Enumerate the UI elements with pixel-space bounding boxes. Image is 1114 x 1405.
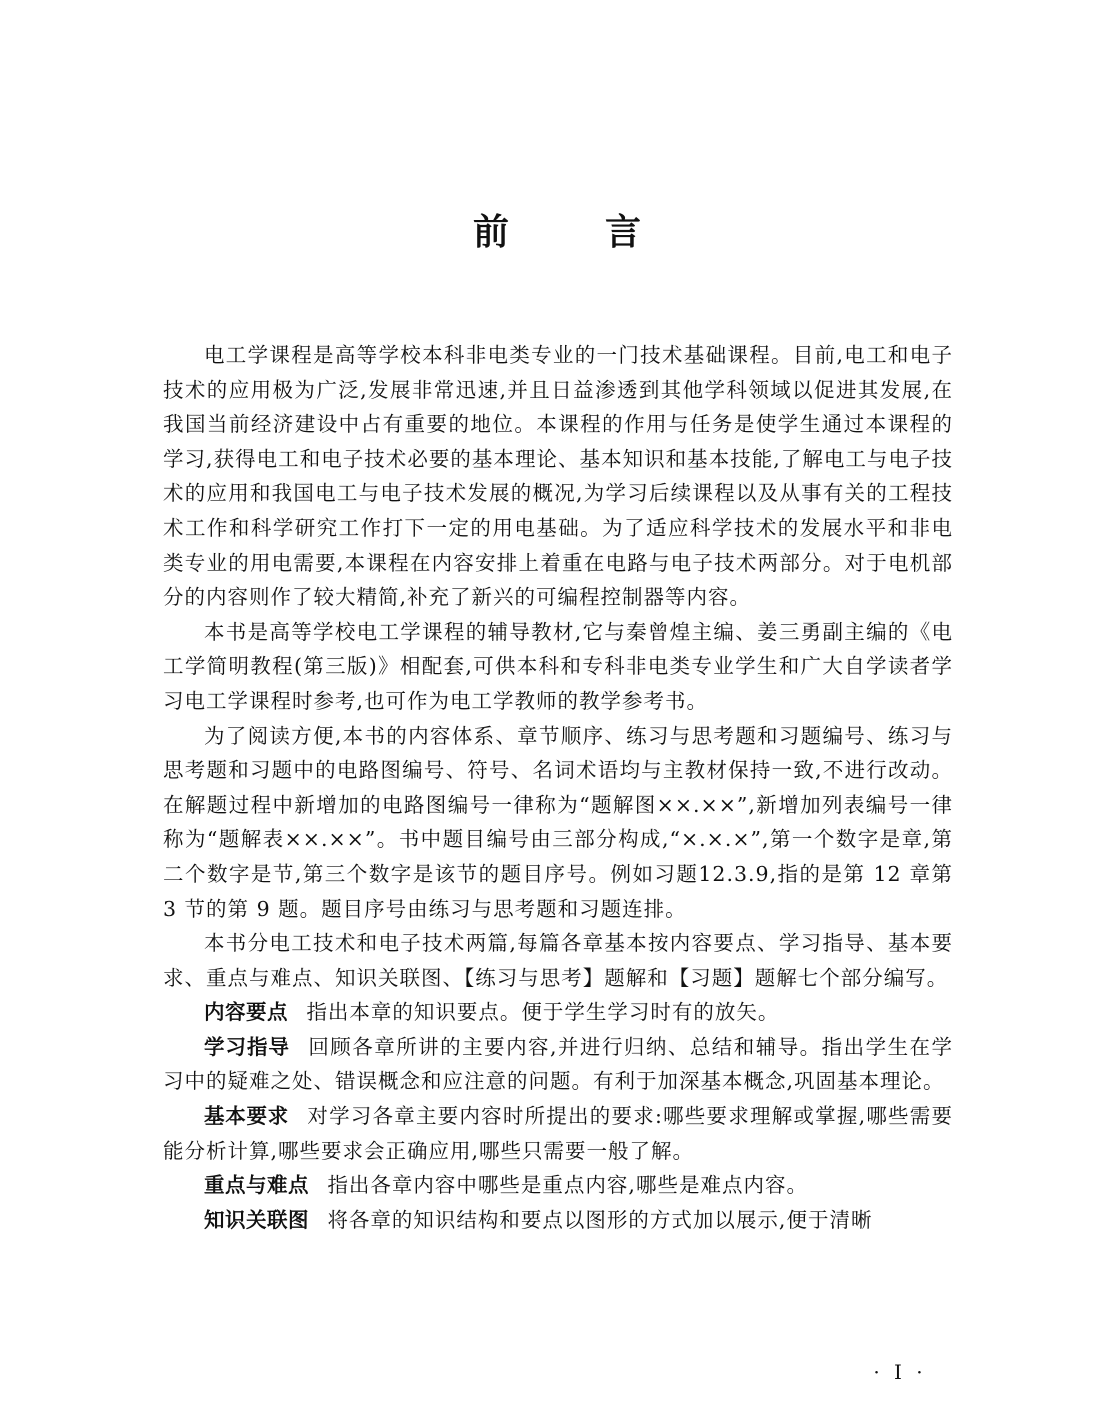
term-definition bbox=[163, 1168, 953, 1203]
term-definition bbox=[163, 1099, 953, 1168]
paragraph: 为了阅读方便,本书的内容体系、章节顺序、练习与思考题和习题编号、练习与思考题和习题中的电路图编号、符号、名词术语均与主教材保持一致,不进行改动。在解题过程中新增加的电路图编号一律称为“题解图××.××”,新增加列表编号一律称为“题解表××.××”。书中题目编号由三部分构成,“×.×.×”,第一个数字是章,第二个数字是节,第三个数字是该节的题目序号。例如习题12.3.9,指的是第 12 章第 3 节的第 9 题。题目序号由练习与思考题和习题连排。 bbox=[163, 723, 953, 921]
page-title: 前言 bbox=[472, 212, 737, 253]
term-label: 基本要求 bbox=[204, 1104, 289, 1129]
term-label: 知识关联图 bbox=[204, 1207, 309, 1232]
term-text: 指出各章内容中哪些是重点内容,哪些是难点内容。 bbox=[327, 1173, 808, 1198]
term-definition bbox=[163, 1203, 953, 1238]
paragraph: 本书是高等学校电工学课程的辅导教材,它与秦曾煌主编、姜三勇副主编的《电工学简明教程(第三版)》相配套,可供本科和专科非电类专业学生和广大自学读者学习电工学课程时参考,也可作为电工学教师的教学参考书。 bbox=[163, 619, 953, 713]
term-label: 重点与难点 bbox=[204, 1173, 309, 1198]
term-text: 对学习各章主要内容时所提出的要求:哪些要求理解或掌握,哪些需要能分析计算,哪些要求会正确应用,哪些只需要一般了解。 bbox=[163, 1104, 954, 1163]
term-definition bbox=[163, 995, 953, 1030]
term-label: 学习指导 bbox=[204, 1034, 290, 1059]
preface-body bbox=[163, 338, 953, 1237]
term-text: 指出本章的知识要点。便于学生学习时有的放矢。 bbox=[306, 1000, 780, 1025]
page-number: · I · bbox=[873, 1360, 927, 1384]
term-text: 将各章的知识结构和要点以图形的方式加以展示,便于清晰 bbox=[327, 1207, 873, 1232]
term-text: 回顾各章所讲的主要内容,并进行归纳、总结和辅导。指出学生在学习中的疑难之处、错误概念和应注意的问题。有利于加深基本概念,巩固基本理论。 bbox=[163, 1034, 954, 1094]
paragraph: 电工学课程是高等学校本科非电类专业的一门技术基础课程。目前,电工和电子技术的应用极为广泛,发展非常迅速,并且日益渗透到其他学科领域以促进其发展,在我国当前经济建设中占有重要的地位。本课程的作用与任务是使学生通过本课程的学习,获得电工和电子技术必要的基本理论、基本知识和基本技能,了解电工与电子技术的应用和我国电工与电子技术发展的概况,为学习后续课程以及从事有关的工程技术工作和科学研究工作打下一定的用电基础。为了适应科学技术的发展水平和非电类专业的用电需要,本课程在内容安排上着重在电路与电子技术两部分。对于电机部分的内容则作了较大精简,补充了新兴的可编程控制器等内容。 bbox=[163, 343, 953, 610]
term-definition bbox=[163, 1030, 953, 1099]
paragraph: 本书分电工技术和电子技术两篇,每篇各章基本按内容要点、学习指导、基本要求、重点与难点、知识关联图、【练习与思考】题解和【习题】题解七个部分编写。 bbox=[163, 931, 953, 990]
term-label: 内容要点 bbox=[204, 1000, 288, 1025]
